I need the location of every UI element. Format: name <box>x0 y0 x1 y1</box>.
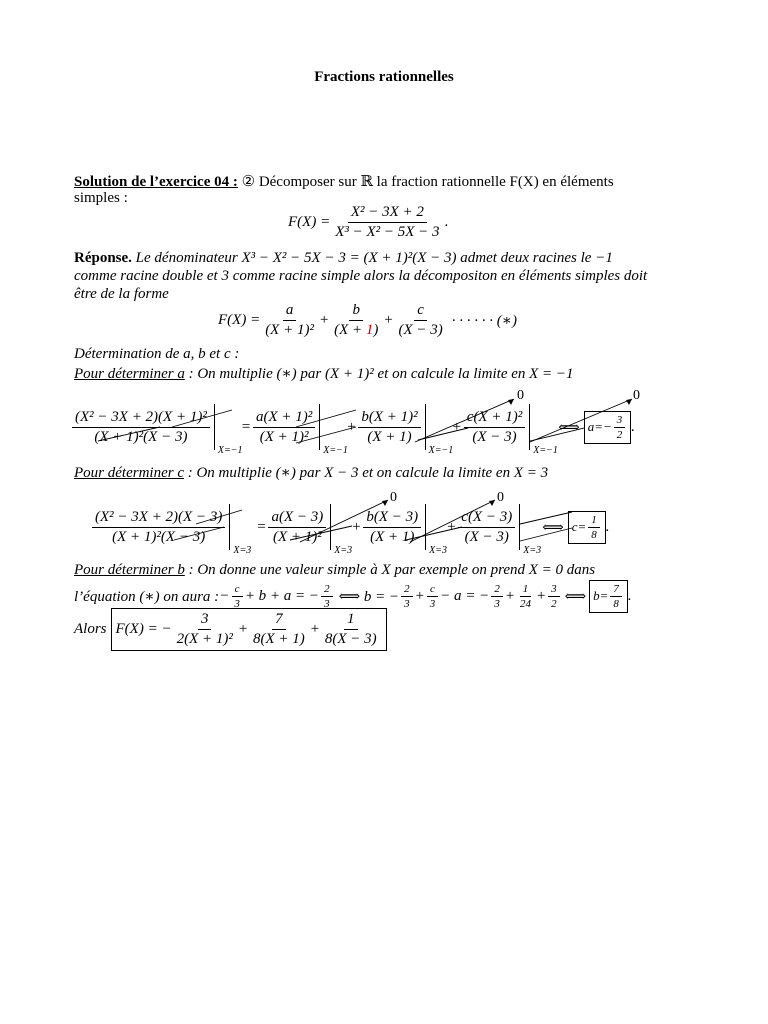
form-c-num: c <box>414 302 427 321</box>
eval-bar: X=−1 <box>214 404 215 450</box>
eq-c-t3 <box>458 509 515 546</box>
b-frac-3: $\frac{2}{3}$ <box>401 583 413 610</box>
determine-c-text: : On multiplie (∗) par X − 3 et on calcule la limite en X = 3 <box>183 465 549 481</box>
eq-a-t3 <box>464 409 525 446</box>
determine-b-calc: l’équation (∗) on aura : − $\frac{c}{3}$ + b + a = − $\frac{2}{3}$ ⟺ b = − $\frac{2}{3}$ + $\frac{c}{3}$ − a = − $\frac{2}{3}$ + $\frac{1}{24}$ + $\frac{3}{2}$ ⟺ b= $\frac{7}{8}$ . <box>74 580 632 613</box>
result-c-box <box>568 511 606 544</box>
equation-tag: · · · · · · (∗) <box>451 313 517 329</box>
exercise-heading: Solution de l’exercice 04 : <box>74 174 238 190</box>
form-a-den: (X + 1)² <box>265 322 314 338</box>
eval-bar: X=3 <box>519 504 520 550</box>
eval-bar: X=−1 <box>425 404 426 450</box>
eq-a-lhs-den: (X + 1)²(X − 3) <box>94 428 188 445</box>
form-c-den: (X − 3) <box>398 322 443 338</box>
result-c-lhs: c= <box>571 518 587 534</box>
eq-c-t2-den: (X + 1) <box>370 528 415 545</box>
eval-bar: X=3 <box>330 504 331 550</box>
answer-text-1: Le dénominateur X³ − X² − 5X − 3 = (X + 1)²(X − 3) admet deux racines le −1 <box>135 250 613 266</box>
determine-a-line <box>74 364 574 383</box>
exercise-statement-cont: simples : <box>74 190 128 206</box>
determine-b-text: : On donne une valeur simple à X par exemple on prend X = 0 dans <box>184 562 596 578</box>
eq-c-t2-num: b(X − 3) <box>363 509 421 528</box>
form-term-b <box>331 302 381 339</box>
eq-a-t2-num: b(X + 1)² <box>358 409 420 428</box>
answer-line-2: comme racine double et 3 comme racine simple alors la décompositon en éléments simples doit <box>74 268 648 284</box>
eq-a-t2 <box>358 409 420 446</box>
determine-c-line <box>74 463 548 482</box>
fx-denominator: X³ − X² − 5X − 3 <box>335 224 440 240</box>
result-a-lhs: a=− <box>587 418 612 434</box>
eq-c-t1 <box>268 509 326 546</box>
equation-a <box>70 404 636 456</box>
iff-symbol: ⟺ <box>558 419 580 436</box>
equals-sign: = <box>256 518 267 535</box>
eq-c-lhs-den: (X + 1)²(X − 3) <box>112 528 206 545</box>
fx-definition <box>288 204 448 241</box>
b-frac-2: $\frac{2}{3}$ <box>321 583 333 610</box>
determine-a-label: Pour déterminer a <box>74 366 185 382</box>
plus-sign: + <box>318 312 330 328</box>
form-term-a <box>262 302 317 339</box>
zero-label: 0 <box>633 388 640 403</box>
exercise-text: Décomposer sur ℝ la fraction rationnelle F(X) en éléments <box>258 174 614 190</box>
eq-a-t3-den: (X − 3) <box>472 428 517 445</box>
eval-bar: X=3 <box>425 504 426 550</box>
equals-sign: = <box>240 418 251 435</box>
eq-c-t3-num: c(X − 3) <box>458 509 515 528</box>
fx-fraction <box>332 204 442 241</box>
determine-b-label: Pour déterminer b <box>74 562 185 578</box>
form-term-c <box>396 302 446 339</box>
plus-sign: + <box>446 518 457 535</box>
eval-bar: X=−1 <box>319 404 320 450</box>
equation-c <box>90 504 610 556</box>
result-c-frac: $\frac{1}{8}$ <box>588 514 600 541</box>
zero-label: 0 <box>517 388 524 403</box>
result-a-frac: $\frac{3}{2}$ <box>614 414 626 441</box>
determine-b-line <box>74 562 595 579</box>
plus-sign: + <box>351 518 362 535</box>
eq-a-lhs-num: (X² − 3X + 2)(X + 1)² <box>72 409 210 428</box>
zero-label: 0 <box>390 490 397 505</box>
page-title: Fractions rationnelles <box>314 69 454 85</box>
final-lhs: F(X) = − <box>115 621 172 637</box>
eq-c-lhs <box>92 509 225 546</box>
b-frac-7: $\frac{3}{2}$ <box>548 583 560 610</box>
alors-label: Alors <box>74 621 107 637</box>
result-b-box: b= $\frac{7}{8}$ <box>589 580 628 613</box>
form-a-num: a <box>283 302 297 321</box>
eq-a-t1-num: a(X + 1)² <box>253 409 315 428</box>
b-frac-5: $\frac{2}{3}$ <box>491 583 503 610</box>
plus-sign: + <box>451 418 462 435</box>
determine-c-label: Pour déterminer c <box>74 465 184 481</box>
plus-sign: + <box>346 418 357 435</box>
period: . <box>631 418 636 435</box>
b-frac-1: $\frac{c}{3}$ <box>231 583 243 610</box>
plus-sign: + <box>383 312 394 328</box>
eq-c-lhs-num: (X² − 3X + 2)(X − 3) <box>92 509 225 528</box>
eq-c-t2 <box>363 509 421 546</box>
result-a-box <box>584 411 632 444</box>
answer-line-1 <box>74 250 613 267</box>
eq-a-t3-num: c(X + 1)² <box>464 409 525 428</box>
eq-c-t3-den: (X − 3) <box>464 528 509 545</box>
answer-label: Réponse. <box>74 250 132 266</box>
eq-a-t1-den: (X + 1)² <box>259 428 309 445</box>
eq-a-t1 <box>253 409 315 446</box>
exercise-marker: ② <box>241 174 256 190</box>
exercise-statement <box>74 172 614 191</box>
decomposition-form <box>218 302 517 339</box>
eval-bar: X=−1 <box>529 404 530 450</box>
fx-numerator: X² − 3X + 2 <box>348 204 427 223</box>
period: . <box>605 518 610 535</box>
form-b-num: b <box>349 302 363 321</box>
iff-symbol: ⟺ <box>542 519 564 536</box>
determine-a-text: : On multiplie (∗) par (X + 1)² et on calcule la limite en X = −1 <box>184 366 574 382</box>
fx-period: . <box>444 214 449 230</box>
zero-label: 0 <box>497 490 504 505</box>
form-b-den: (X + 1) <box>334 322 379 338</box>
determination-intro: Détermination de a, b et c : <box>74 346 240 362</box>
final-result <box>74 608 387 651</box>
eval-bar: X=3 <box>229 504 230 550</box>
answer-line-3: être de la forme <box>74 286 169 302</box>
form-lhs: F(X) = <box>218 312 261 328</box>
eq-a-lhs <box>72 409 210 446</box>
final-result-box: F(X) = − $\frac{3}{\text{2(X + 1)²}}$ + $\frac{7}{8(X + 1)}$ + $\frac{1}{8(X - 3)}$ <box>111 608 387 651</box>
fx-lhs: F(X) = <box>288 214 331 230</box>
b-frac-4: $\frac{c}{3}$ <box>427 583 439 610</box>
eq-c-t1-den: (X + 1)² <box>272 528 322 545</box>
b-frac-6: $\frac{1}{24}$ <box>519 583 531 610</box>
eq-c-t1-num: a(X − 3) <box>268 509 326 528</box>
eq-a-t2-den: (X + 1) <box>367 428 412 445</box>
b-line2-text: l’équation (∗) on aura : <box>74 589 220 605</box>
